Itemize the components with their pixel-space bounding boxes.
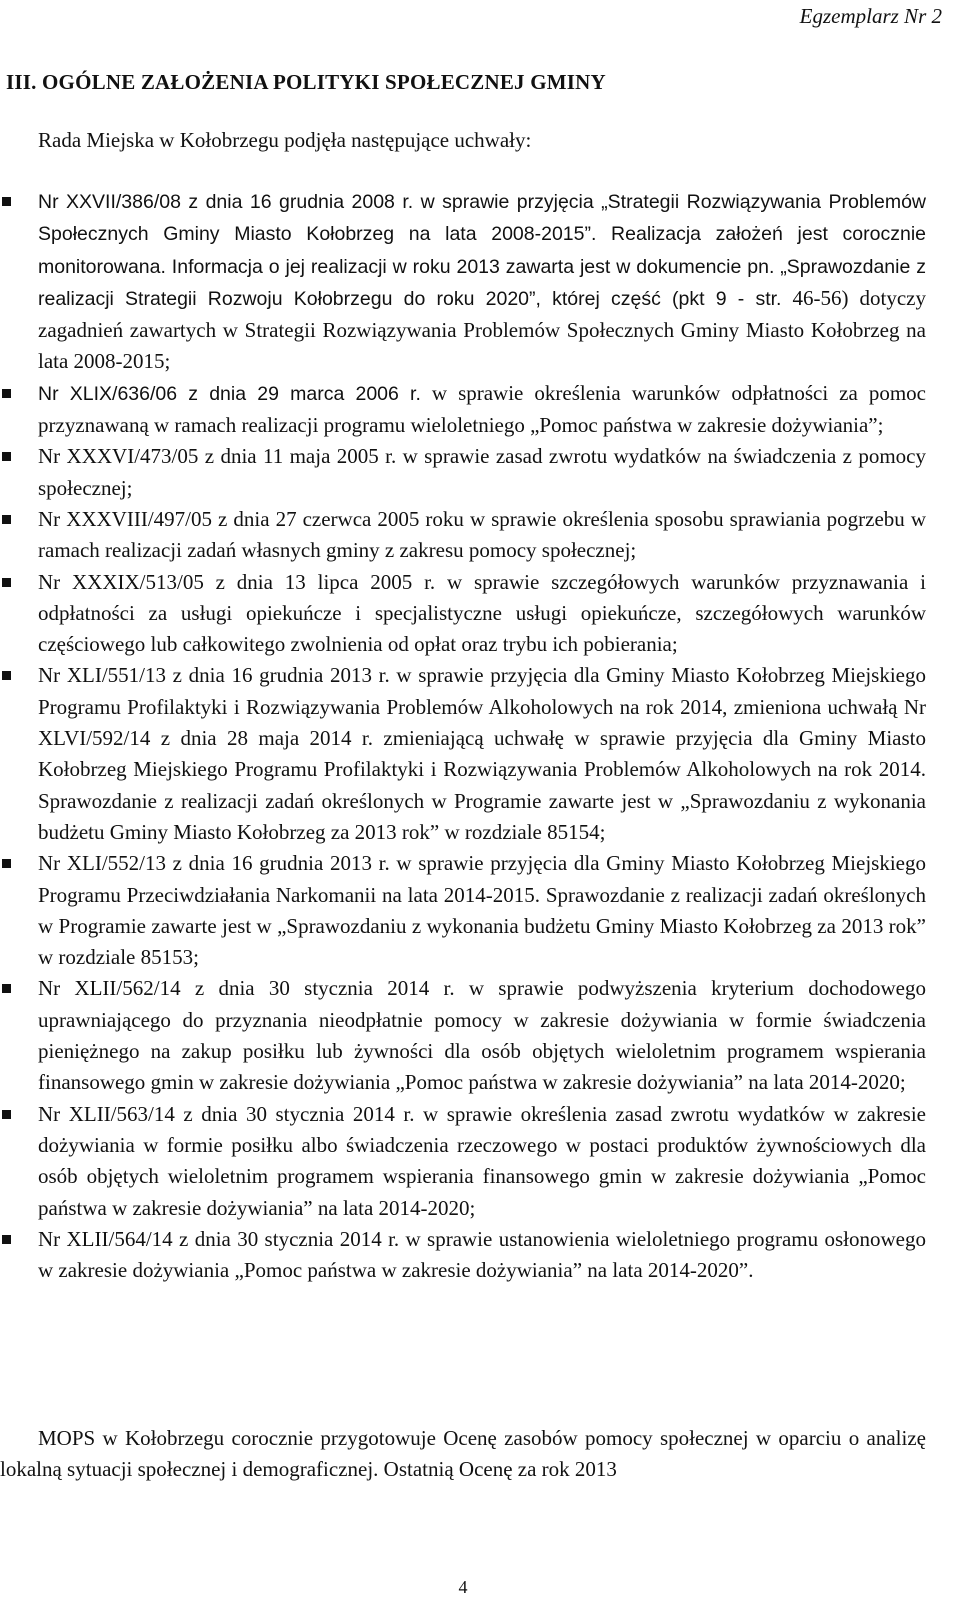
resolution-text: Nr XLI/552/13 z dnia 16 grudnia 2013 r. w sprawie przyjęcia dla Gminy Miasto Kołobrzeg Miejskiego Programu Przeciwdziałania Narkomanii na lata 2014-2015. Sprawozdanie z realizacji zadań określonych w Programie zawarte jest w „Sprawozdaniu z wykonania budżetu Gminy Miasto Kołobrzeg za 2013 rok” w rozdziale 85153;	[38, 851, 926, 970]
closing-paragraph	[0, 1423, 926, 1486]
resolution-item	[0, 1099, 926, 1224]
page-number: 4	[458, 1577, 468, 1597]
copy-number-label: Egzemplarz Nr 2	[799, 4, 942, 28]
resolution-text: Nr XLII/563/14 z dnia 30 stycznia 2014 r. w sprawie określenia zasad zwrotu wydatków w zakresie dożywiania w formie posiłku albo świadczenia rzeczowego w postaci produktów żywnościowych dla osób objętych wieloletnim programem wspierania finansowego gmin w zakresie dożywiania „Pomoc państwa w zakresie dożywiania” na lata 2014-2020;	[38, 1101, 926, 1220]
square-bullet-icon	[2, 197, 11, 206]
resolution-item	[0, 973, 926, 1098]
resolution-item	[0, 504, 926, 567]
square-bullet-icon	[2, 859, 11, 868]
intro-text: Rada Miejska w Kołobrzegu podjęła następujące uchwały:	[38, 128, 532, 152]
square-bullet-icon	[2, 515, 11, 524]
resolution-text: 46-56) dotyczy zagadnień zawartych w Strategii Rozwiązywania Problemów Społecznych Gminy Miasto Kołobrzeg na lata 2008-2015;	[38, 285, 926, 374]
resolution-text-sans: Nr XXVII/386/08 z dnia 16 grudnia 2008 r. w sprawie przyjęcia „Strategii Rozwiązywania Problemów Społecznych Gminy Miasto Kołobrzeg na lata 2008-2015”. Realizacja założeń jest corocznie monitorowana. Informacja o jej realizacji w roku 2013 zawarta jest w dokumencie pn. „Sprawozdanie z realizacji Strategii Rozwoju Kołobrzegu do roku 2020”, której część (pkt 9 - str.	[38, 191, 926, 310]
resolution-item	[0, 567, 926, 661]
resolution-text-sans: Nr XLIX/636/06 z dnia 29 marca 2006 r.	[38, 382, 421, 405]
resolution-item	[0, 378, 926, 442]
square-bullet-icon	[2, 578, 11, 587]
resolution-text: Nr XLII/562/14 z dnia 30 stycznia 2014 r. w sprawie podwyższenia kryterium dochodowego uprawniającego do przyznania nieodpłatnie pomocy w zakresie dożywiania w formie świadczenia pieniężnego na zakup posiłku lub żywności dla osób objętych wieloletnim programem wspierania finansowego gmin w zakresie dożywiania „Pomoc państwa w zakresie dożywiania” na lata 2014-2020;	[38, 976, 926, 1095]
resolution-item	[0, 848, 926, 973]
resolution-item	[0, 660, 926, 848]
square-bullet-icon	[2, 984, 11, 993]
closing-text: MOPS w Kołobrzegu corocznie przygotowuje Ocenę zasobów pomocy społecznej w oparciu o analizę lokalną sytuacji społecznej i demograficznej. Ostatnią Ocenę za rok 2013	[0, 1426, 926, 1482]
resolution-text: Nr XXXVIII/497/05 z dnia 27 czerwca 2005 roku w sprawie określenia sposobu sprawiania pogrzebu w ramach realizacji zadań własnych gminy z zakresu pomocy społecznej;	[38, 506, 926, 563]
square-bullet-icon	[2, 1235, 11, 1244]
section-heading: III. OGÓLNE ZAŁOŻENIA POLITYKI SPOŁECZNEJ GMINY	[6, 70, 606, 94]
square-bullet-icon	[2, 389, 11, 398]
resolution-text: Nr XLII/564/14 z dnia 30 stycznia 2014 r. w sprawie ustanowienia wieloletniego programu osłonowego w zakresie dożywiania „Pomoc państwa w zakresie dożywiania” na lata 2014-2020”.	[38, 1226, 926, 1283]
resolution-item	[0, 186, 926, 378]
square-bullet-icon	[2, 452, 11, 461]
square-bullet-icon	[2, 1110, 11, 1119]
resolution-item	[0, 1224, 926, 1287]
square-bullet-icon	[2, 671, 11, 680]
resolution-text: Nr XXXIX/513/05 z dnia 13 lipca 2005 r. w sprawie szczegółowych warunków przyznawania i odpłatności za usługi opiekuńcze i specjalistyczne usługi opiekuńcze, szczegółowych warunków częściowego lub całkowitego zwolnienia od opłat oraz trybu ich pobierania;	[38, 569, 926, 657]
resolution-text: w sprawie określenia warunków odpłatności za pomoc przyznawaną w ramach realizacji programu wieloletniego „Pomoc państwa w zakresie dożywiania”;	[38, 380, 926, 438]
resolution-list	[0, 186, 960, 1286]
resolution-text: Nr XXXVI/473/05 z dnia 11 maja 2005 r. w sprawie zasad zwrotu wydatków na świadczenia z pomocy społecznej;	[38, 444, 926, 500]
resolution-item	[0, 441, 926, 504]
resolution-text: Nr XLI/551/13 z dnia 16 grudnia 2013 r. w sprawie przyjęcia dla Gminy Miasto Kołobrzeg Miejskiego Programu Profilaktyki i Rozwiązywania Problemów Alkoholowych na rok 2014, zmieniona uchwałą Nr XLVI/592/14 z dnia 28 maja 2014 r. zmieniającą uchwałę w sprawie przyjęcia dla Gminy Miasto Kołobrzeg Miejskiego Programu Profilaktyki i Rozwiązywania Problemów Alkoholowych na rok 2014. Sprawozdanie z realizacji zadań określonych w Programie zawarte jest w „Sprawozdaniu z wykonania budżetu Gminy Miasto Kołobrzeg za 2013 rok” w rozdziale 85154;	[38, 663, 926, 844]
